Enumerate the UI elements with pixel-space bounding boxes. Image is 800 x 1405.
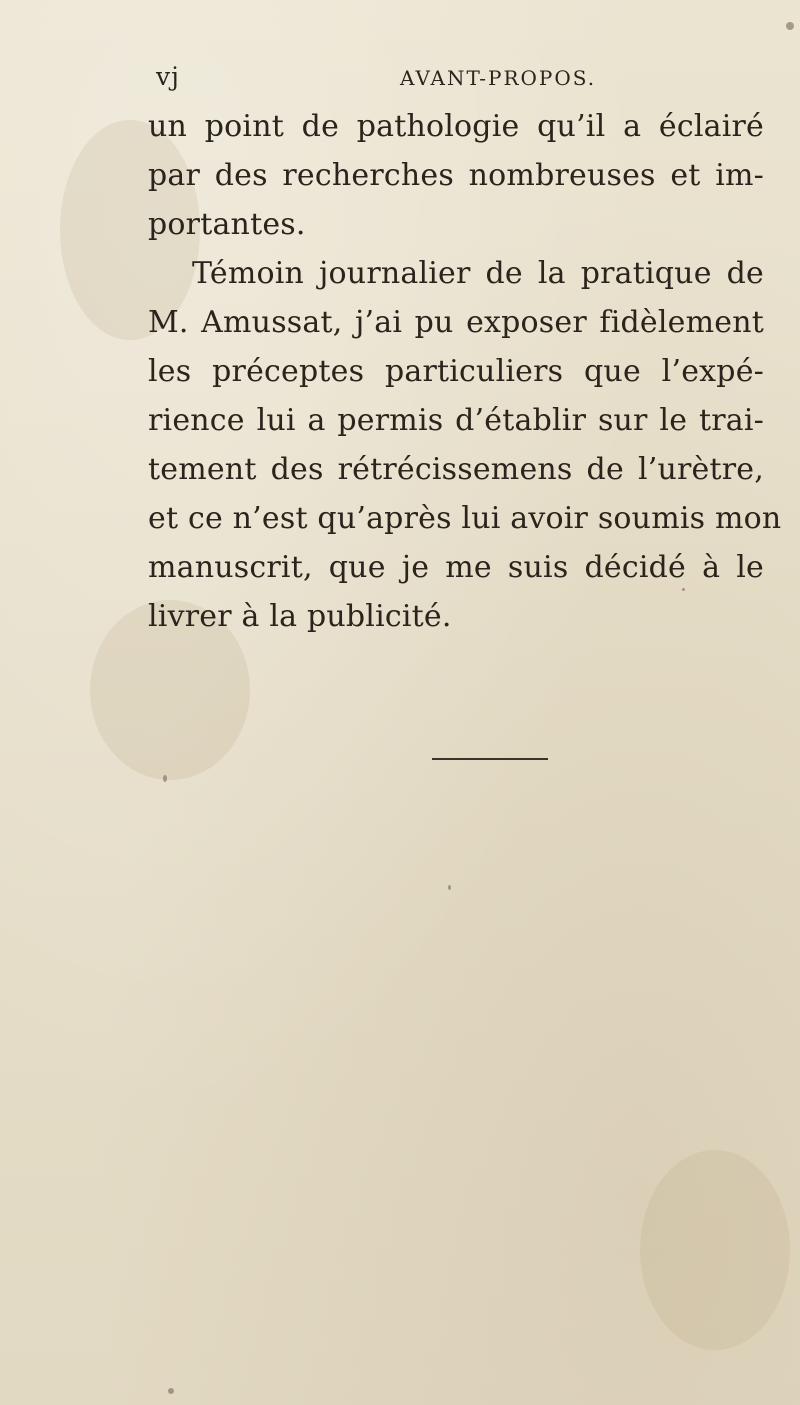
paper-speck — [682, 588, 685, 591]
text-line: et ce n’est qu’après lui avoir soumis mon — [148, 501, 782, 536]
text-line: les préceptes particuliers que l’expé- — [148, 354, 764, 389]
text-line: un point de pathologie qu’il a éclairé — [148, 109, 764, 144]
section-divider — [432, 758, 548, 760]
text-line: manuscrit, que je me suis décidé à le — [148, 550, 764, 585]
paper-stain — [640, 1150, 790, 1350]
paper-speck — [168, 1388, 174, 1394]
text-line: M. Amussat, j’ai pu exposer fidèlement — [148, 305, 764, 340]
text-line: Témoin journalier de la pratique de — [192, 256, 764, 291]
text-line: portantes. — [148, 207, 306, 242]
page-number: vj — [156, 62, 180, 91]
paper-speck — [163, 775, 167, 782]
running-head: AVANT-PROPOS. — [400, 66, 597, 90]
body-text — [148, 102, 782, 641]
text-line: rience lui a permis d’établir sur le trai- — [148, 403, 764, 438]
page-header — [148, 62, 740, 92]
text-line: tement des rétrécissemens de l’urètre, — [148, 452, 764, 487]
text-line: par des recherches nombreuses et im- — [148, 158, 764, 193]
paper-speck — [786, 22, 794, 30]
paper-speck — [448, 885, 451, 890]
text-line: livrer à la publicité. — [148, 599, 452, 634]
